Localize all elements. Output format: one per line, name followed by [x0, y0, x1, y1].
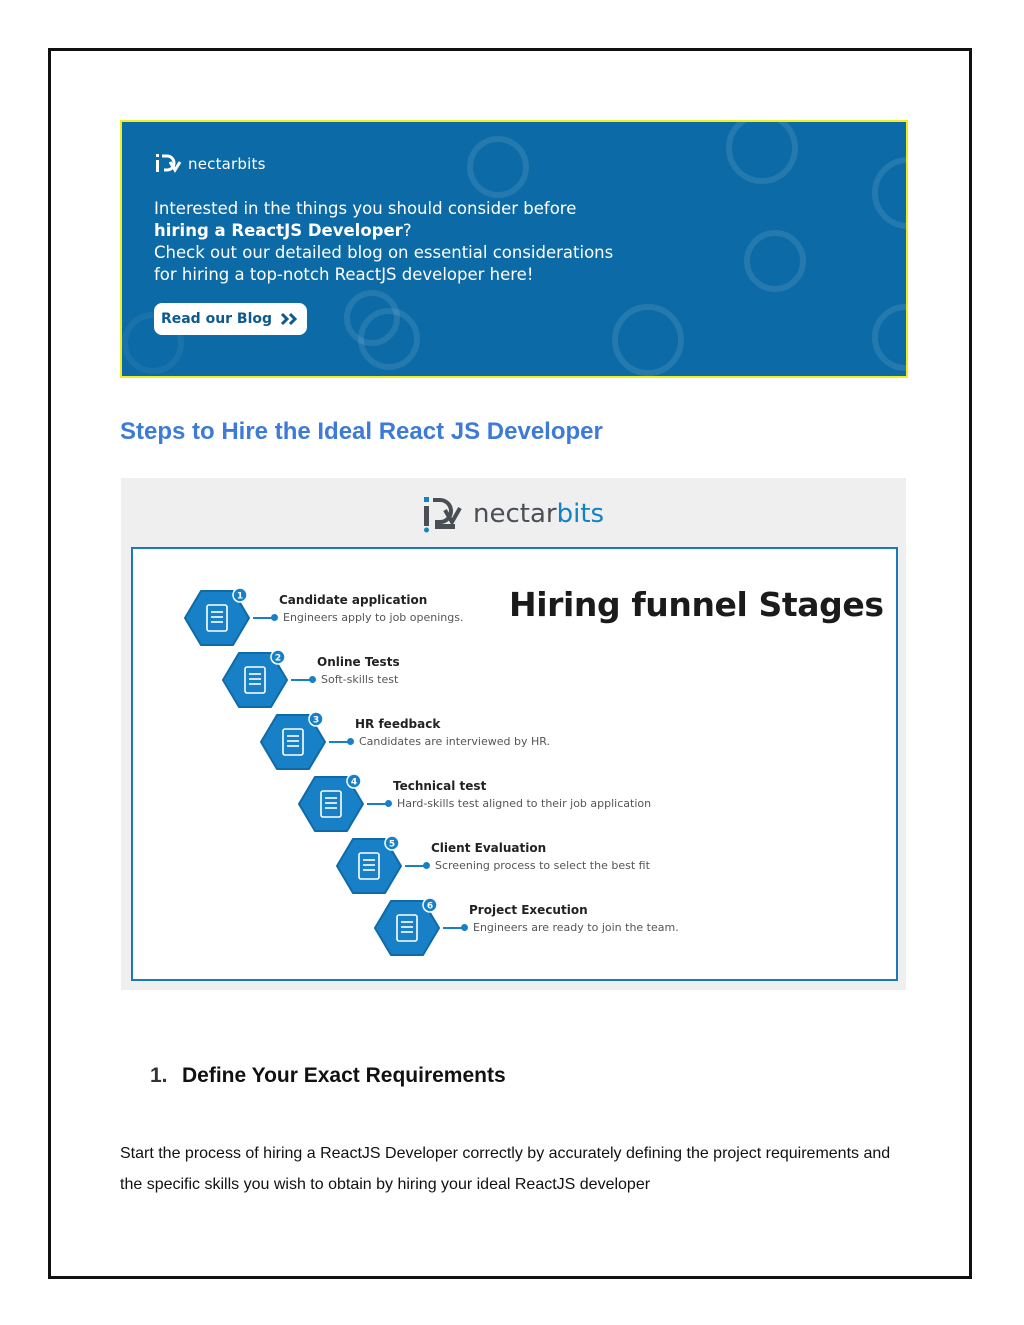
stage-title: Online Tests — [317, 655, 400, 669]
chart-report-icon — [373, 897, 445, 959]
stage-number: 5 — [388, 839, 396, 850]
double-chevron-right-icon — [280, 312, 300, 326]
hiring-funnel-infographic — [121, 478, 906, 990]
stage-title: HR feedback — [355, 717, 441, 731]
banner-highlight: hiring a ReactJS Developer — [154, 221, 403, 240]
stage-description: Hard-skills test aligned to their job application — [397, 797, 652, 810]
funnel-brand-suffix: bits — [556, 499, 605, 529]
funnel-brand-prefix: nectar — [473, 499, 557, 529]
stage-number: 4 — [350, 777, 358, 788]
banner-line-2 — [154, 220, 674, 242]
funnel-title: Hiring funnel Stages — [509, 585, 884, 624]
stage-description: Screening process to select the best fit — [435, 859, 650, 872]
nectarbits-logo-icon — [154, 152, 182, 176]
read-our-blog-button[interactable] — [154, 303, 307, 335]
document-icon — [183, 587, 255, 649]
read-our-blog-label: Read our Blog — [160, 311, 273, 327]
nectarbits-logo-icon — [421, 494, 465, 534]
stage-connector-dot — [385, 800, 392, 807]
banner-line-2-tail: ? — [402, 221, 412, 240]
laptop-icon — [297, 773, 369, 835]
stage-title: Technical test — [393, 779, 487, 793]
stage-number: 2 — [274, 653, 282, 664]
stage-description: Engineers apply to job openings. — [283, 611, 464, 624]
stage-title: Candidate application — [279, 593, 428, 607]
step-number: 1. — [150, 1064, 168, 1087]
section-heading: Steps to Hire the Ideal React JS Developer — [120, 418, 603, 445]
stage-description: Engineers are ready to join the team. — [473, 921, 679, 934]
banner-line-1: Interested in the things you should consider before — [154, 199, 577, 218]
clipboard-icon — [335, 835, 407, 897]
banner-brand — [154, 152, 266, 176]
stage-title: Project Execution — [469, 903, 588, 917]
banner-message — [154, 198, 674, 286]
stage-description: Soft-skills test — [321, 673, 399, 686]
stage-title: Client Evaluation — [431, 841, 547, 855]
banner-brand-name: nectarbits — [188, 155, 266, 173]
step-title: Define Your Exact Requirements — [182, 1064, 506, 1087]
stage-connector-dot — [347, 738, 354, 745]
stage-connector-dot — [423, 862, 430, 869]
funnel-brand-name — [473, 499, 604, 529]
blog-promo-banner[interactable] — [120, 120, 908, 378]
funnel-panel — [131, 547, 898, 981]
stage-connector-dot — [309, 676, 316, 683]
online-test-icon — [221, 649, 293, 711]
stage-connector-dot — [271, 614, 278, 621]
stage-number: 3 — [312, 715, 320, 726]
banner-line-3: Check out our detailed blog on essential considerations — [154, 243, 614, 262]
stage-number: 6 — [426, 901, 434, 912]
banner-line-4: for hiring a top-notch ReactJS developer here! — [154, 265, 534, 284]
stage-connector-dot — [461, 924, 468, 931]
step-body-text: Start the process of hiring a ReactJS Developer correctly by accurately defining the project requirements and the specific skills you wish to obtain by hiring your ideal ReactJS developer — [120, 1145, 891, 1193]
stage-number: 1 — [236, 591, 244, 602]
step-heading — [150, 1064, 506, 1088]
funnel-brand — [421, 494, 604, 534]
interview-icon — [259, 711, 331, 773]
stage-description: Candidates are interviewed by HR. — [359, 735, 550, 748]
